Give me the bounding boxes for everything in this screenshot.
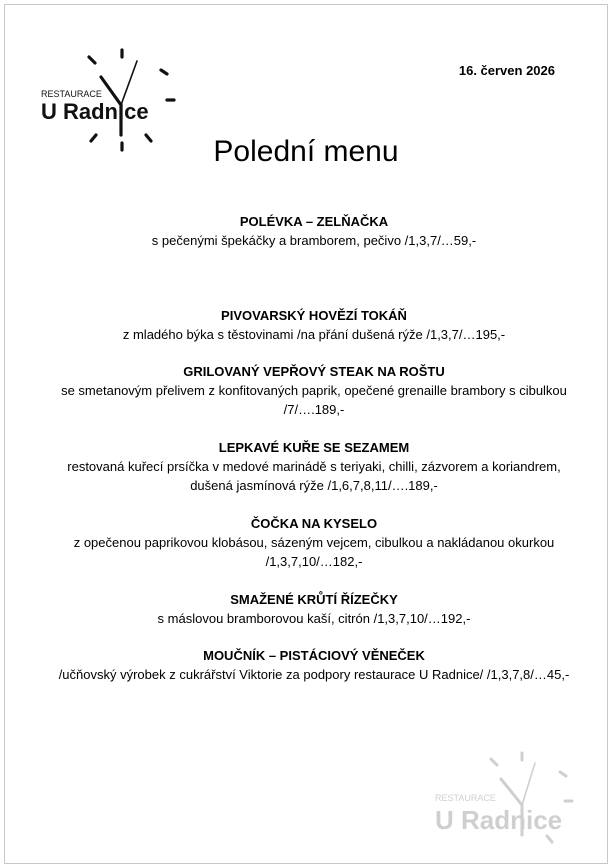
menu-item-name: POLÉVKA – ZELŇAČKA: [239, 214, 389, 229]
page-title: Polední menu: [213, 135, 399, 168]
svg-text:U Radnice: U Radnice: [41, 99, 149, 124]
menu-item-description: s pečenými špekáčky a bramborem, pečivo /1,3,7/…59,-: [151, 233, 477, 248]
menu-item-name: GRILOVANÝ VEPŘOVÝ STEAK NA ROŠTU: [183, 364, 445, 379]
menu-item: [45, 307, 583, 344]
menu-date: 16. červen 2026: [458, 63, 555, 78]
menu-item-name: ČOČKA NA KYSELO: [250, 516, 378, 531]
menu-page: [4, 4, 608, 864]
menu-item: [45, 363, 583, 419]
watermark-logo: [429, 749, 579, 859]
menu-item-name: LEPKAVÉ KUŘE SE SEZAMEM: [218, 440, 410, 455]
menu-item-description: se smetanovým přelivem z konfitovaných paprik, opečené grenaille brambory s cibulkou /7/….189,-: [61, 383, 567, 417]
menu-item: [45, 439, 583, 495]
menu-item-description: s máslovou bramborovou kaší, citrón /1,3,7,10/…192,-: [157, 611, 471, 626]
menu-item-name: MOUČNÍK – PISTÁCIOVÝ VĚNEČEK: [203, 648, 425, 663]
menu-item-name: SMAŽENÉ KRŮTÍ ŘÍZEČKY: [230, 592, 398, 607]
menu-item: [45, 591, 583, 628]
menu-item: [45, 647, 583, 684]
menu-item-description: z opečenou paprikovou klobásou, sázeným vejcem, cibulkou a nakládanou okurkou /1,3,7,10/…182,-: [73, 535, 555, 569]
menu-item-description: restovaná kuřecí prsíčka v medové marinádě s teriyaki, chilli, zázvorem a koriandrem, dušená jasmínová rýže /1,6,7,8,11/….189,-: [67, 459, 561, 493]
menu-item-name: PIVOVARSKÝ HOVĚZÍ TOKÁŇ: [221, 308, 407, 323]
menu-item-description: z mladého býka s těstovinami /na přání dušená rýže /1,3,7/…195,-: [122, 327, 506, 342]
menu-item: [45, 515, 583, 571]
svg-text:RESTAURACE: RESTAURACE: [435, 793, 496, 803]
menu-item-description: /učňovský výrobek z cukrářství Viktorie za podpory restaurace U Radnice/ /1,3,7,8/…45,-: [58, 667, 570, 682]
menu-item: [45, 213, 583, 250]
svg-text:RESTAURACE: RESTAURACE: [41, 89, 102, 99]
svg-text:U Radnice: U Radnice: [435, 805, 563, 835]
